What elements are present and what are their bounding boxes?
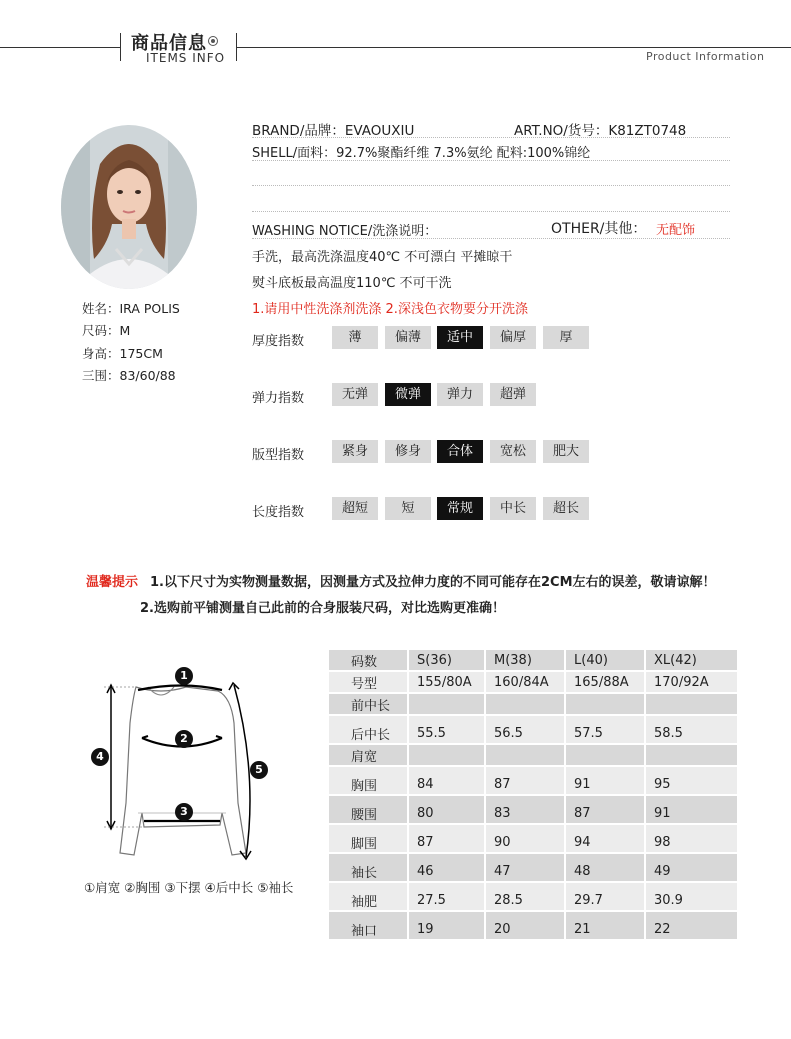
table-cell <box>486 694 566 716</box>
table-cell: 袖肥 <box>329 883 409 912</box>
model-height: 身高：175CM <box>82 346 163 361</box>
index-option: 中长 <box>490 497 536 520</box>
table-cell: 肩宽 <box>329 745 409 767</box>
dot-icon <box>208 36 218 46</box>
table-header-cell: 码数 <box>329 650 409 672</box>
index-option: 偏厚 <box>490 326 536 349</box>
table-header-cell: S(36) <box>409 650 486 672</box>
garment-outline <box>120 687 246 855</box>
washing-notice-label: WASHING NOTICE/洗涤说明： <box>252 224 438 239</box>
table-cell <box>646 745 737 767</box>
table-cell: 170/92A <box>646 672 737 694</box>
table-row <box>329 854 737 883</box>
table-header-cell: L(40) <box>566 650 646 672</box>
table-row <box>329 767 737 796</box>
table-cell: 27.5 <box>409 883 486 912</box>
table-cell <box>566 745 646 767</box>
table-cell: 后中长 <box>329 716 409 745</box>
table-cell <box>409 694 486 716</box>
divider <box>252 160 730 161</box>
index-option: 宽松 <box>490 440 536 463</box>
model-name: 姓名：IRA POLIS <box>82 301 180 316</box>
table-cell: 29.7 <box>566 883 646 912</box>
table-cell: 19 <box>409 912 486 941</box>
index-option: 薄 <box>332 326 378 349</box>
index-option: 弹力 <box>437 383 483 406</box>
table-cell <box>409 745 486 767</box>
index-option: 合体 <box>437 440 483 463</box>
index-option: 修身 <box>385 440 431 463</box>
brand-label: BRAND/品牌：EVAOUXIU <box>252 123 415 139</box>
table-cell: 57.5 <box>566 716 646 745</box>
table-cell: 83 <box>486 796 566 825</box>
table-cell: 胸围 <box>329 767 409 796</box>
index-label: 弹力指数 <box>252 391 305 406</box>
header-title-en: ITEMS INFO <box>146 51 226 65</box>
marker-4-icon: 4 <box>91 748 109 766</box>
index-label: 厚度指数 <box>252 334 305 349</box>
table-row <box>329 883 737 912</box>
table-header-row <box>329 650 737 672</box>
table-header-cell: M(38) <box>486 650 566 672</box>
table-cell: 47 <box>486 854 566 883</box>
table-cell: 前中长 <box>329 694 409 716</box>
wash-warning: 1.请用中性洗涤剂洗涤 2.深浅色衣物要分开洗涤 <box>252 302 528 317</box>
table-cell: 94 <box>566 825 646 854</box>
table-row <box>329 694 737 716</box>
header-rule-right <box>237 47 791 48</box>
marker-1-icon: 1 <box>175 667 193 685</box>
table-cell: 袖长 <box>329 854 409 883</box>
index-option: 适中 <box>437 326 483 349</box>
table-cell: 28.5 <box>486 883 566 912</box>
table-cell: 155/80A <box>409 672 486 694</box>
header-rule-left <box>0 47 120 48</box>
wash-instructions-1: 手洗，最高洗涤温度40℃ 不可漂白 平摊晾干 <box>252 250 513 265</box>
index-option: 肥大 <box>543 440 589 463</box>
index-label: 长度指数 <box>252 505 305 520</box>
table-cell: 87 <box>409 825 486 854</box>
index-option: 常规 <box>437 497 483 520</box>
table-cell <box>646 694 737 716</box>
table-cell: 20 <box>486 912 566 941</box>
index-option: 无弹 <box>332 383 378 406</box>
index-option: 短 <box>385 497 431 520</box>
marker-5-icon: 5 <box>250 761 268 779</box>
table-cell <box>486 745 566 767</box>
model-measurements: 三围：83/60/88 <box>82 368 176 383</box>
table-cell: 21 <box>566 912 646 941</box>
table-cell: 48 <box>566 854 646 883</box>
table-cell: 84 <box>409 767 486 796</box>
table-row <box>329 825 737 854</box>
index-option: 偏薄 <box>385 326 431 349</box>
table-cell <box>566 694 646 716</box>
size-table <box>329 650 737 941</box>
table-cell: 号型 <box>329 672 409 694</box>
table-row <box>329 745 737 767</box>
wash-instructions-2: 熨斗底板最高温度110℃ 不可干洗 <box>252 276 452 291</box>
table-cell: 91 <box>646 796 737 825</box>
table-header-cell: XL(42) <box>646 650 737 672</box>
marker-2-icon: 2 <box>175 730 193 748</box>
table-row <box>329 716 737 745</box>
table-cell: 55.5 <box>409 716 486 745</box>
tips-line-2: 2.选购前平铺测量自己此前的合身服装尺码，对比选购更准确！ <box>140 601 505 616</box>
table-cell: 98 <box>646 825 737 854</box>
table-row <box>329 912 737 941</box>
index-option: 超短 <box>332 497 378 520</box>
model-portrait <box>60 124 198 290</box>
model-size: 尺码：M <box>82 323 131 338</box>
header-title-cn: 商品信息 <box>131 33 207 54</box>
divider <box>252 137 730 138</box>
table-row <box>329 672 737 694</box>
index-option: 厚 <box>543 326 589 349</box>
tips-label: 温馨提示 <box>86 575 139 590</box>
table-cell: 87 <box>486 767 566 796</box>
product-information-label: Product Information <box>646 50 765 63</box>
table-cell: 90 <box>486 825 566 854</box>
table-cell: 脚围 <box>329 825 409 854</box>
tips-line-1: 1.以下尺寸为实物测量数据，因测量方式及拉伸力度的不同可能存在2CM左右的误差，敬请谅解！ <box>150 575 716 590</box>
table-cell: 160/84A <box>486 672 566 694</box>
art-no-label: ART.NO/货号：K81ZT0748 <box>514 123 687 139</box>
table-cell: 56.5 <box>486 716 566 745</box>
table-cell: 袖口 <box>329 912 409 941</box>
table-cell: 46 <box>409 854 486 883</box>
index-option: 超弹 <box>490 383 536 406</box>
other-value: 无配饰 <box>656 223 696 238</box>
index-label: 版型指数 <box>252 448 305 463</box>
table-cell: 30.9 <box>646 883 737 912</box>
table-cell: 165/88A <box>566 672 646 694</box>
table-cell: 95 <box>646 767 737 796</box>
table-cell: 91 <box>566 767 646 796</box>
divider <box>252 185 730 186</box>
table-cell: 80 <box>409 796 486 825</box>
index-option: 微弹 <box>385 383 431 406</box>
table-cell: 49 <box>646 854 737 883</box>
table-row <box>329 796 737 825</box>
shell-label: SHELL/面料：92.7%聚酯纤维 7.3%氨纶 配料:100%锦纶 <box>252 146 591 161</box>
header-bracket-left <box>120 33 121 61</box>
diagram-legend: ①肩宽 ②胸围 ③下摆 ④后中长 ⑤袖长 <box>84 880 294 895</box>
marker-3-icon: 3 <box>175 803 193 821</box>
divider <box>252 238 730 239</box>
index-option: 紧身 <box>332 440 378 463</box>
divider <box>252 211 730 212</box>
index-option: 超长 <box>543 497 589 520</box>
other-label: OTHER/其他： <box>551 221 647 237</box>
table-cell: 腰围 <box>329 796 409 825</box>
table-cell: 87 <box>566 796 646 825</box>
table-cell: 22 <box>646 912 737 941</box>
table-cell: 58.5 <box>646 716 737 745</box>
